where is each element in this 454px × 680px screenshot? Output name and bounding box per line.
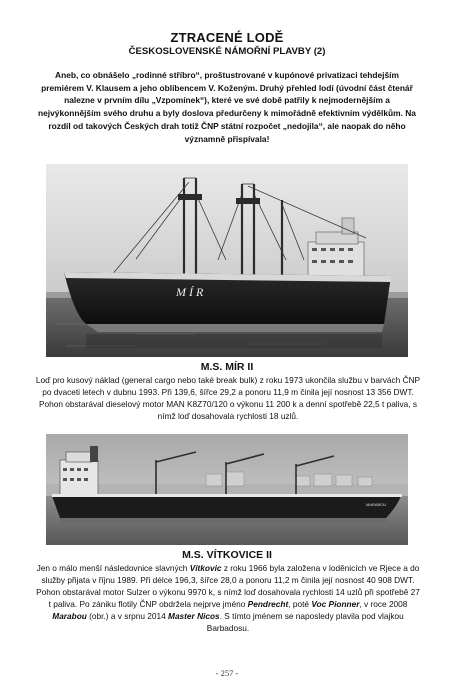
- hull-name-mir: MÍR: [176, 285, 207, 299]
- text-span: Jen o málo menší následovnice slavných: [36, 563, 190, 573]
- text-span: , v roce 2008: [359, 598, 408, 609]
- article-subtitle: ČESKOSLOVENSKÉ NÁMOŘNÍ PLAVBY (2): [128, 46, 326, 57]
- page-number: - 257 -: [215, 668, 239, 678]
- ship-photo-vitkovice-drawing: [46, 434, 408, 545]
- ship-name-marabou: Marabou: [52, 610, 87, 621]
- text-span: . S tímto jménem se naposledy plavila pod vlajkou Barbadosu.: [206, 610, 404, 633]
- text-span: z roku 1966 byla založena v loděnicích ve Rjece a do služby přijata v říjnu 1989. Při délce 196,3, šířce 28,0 a ponoru 11,2 m činila její nosnost 40 908 DWT. Pohon obstarával motor Sulzer o výkonu 9970 k, s nímž loď dosahovala rychlosti 14 uzlů při spotřebě 27 t paliva. Po zániku flotily ČNP obdržela nejprve jméno: [36, 563, 420, 609]
- ship-description-vitkovice: [34, 563, 422, 634]
- ship-caption-vitkovice: M.S. VÍTKOVICE II: [182, 549, 272, 561]
- ship-photo-mir: [46, 164, 408, 357]
- ship-name-pendrecht: Pendrecht: [247, 598, 289, 609]
- text-span: (obr.) a v srpnu 2014: [86, 610, 169, 621]
- ship-name-vitkovic: Vítkovic: [189, 563, 222, 573]
- ship-photo-vitkovice: [46, 434, 408, 545]
- svg-text:MARABOU: MARABOU: [366, 502, 387, 507]
- ship-description-mir: Loď pro kusový náklad (general cargo nebo také break bulk) z roku 1973 ukončila službu v barvách ČNP po dvaceti letech v dubnu 1993. Při 139,6, šířce 29,2 a ponoru 11,9 m činila její nosnost 13 356 DWT. Pohon obstarával dieselový motor MAN K8Z70/120 o výkonu 11 200 k a denní spotřebě 22,5 t paliva, s nímž loď dosahovala rychlosti 18 uzlů.: [35, 375, 421, 421]
- ship-name-master-nicos: Master Nicos: [168, 610, 220, 621]
- text-span: , poté: [288, 598, 312, 609]
- article-intro: Aneb, co obnášelo „rodinné stříbro“, proštustrované v kupónové privatizaci tehdejším premiérem V. Klausem a jeho oblíbencem V. Koženým. Druhý přehled lodí (úvodní část čtenář nalezne v prvním dílu „Vzpomínek“), které ve své době patřily k nejmodernějším a nejvýkonnějším svého druhu a byly doslova předurčeny k mimořádně efektivním výdělkům. Na rozdíl od takových Českých drah totiž ČNP státní rozpočet „nedojila“, ale naopak do něho významně přispívala!: [38, 70, 416, 144]
- ship-name-voc-pionner: Voc Pionner: [311, 598, 360, 609]
- ship-photo-mir-drawing: [46, 164, 408, 357]
- article-title: ZTRACENÉ LODĚ: [170, 30, 284, 45]
- ship-caption-mir: M.S. MÍR II: [200, 361, 254, 373]
